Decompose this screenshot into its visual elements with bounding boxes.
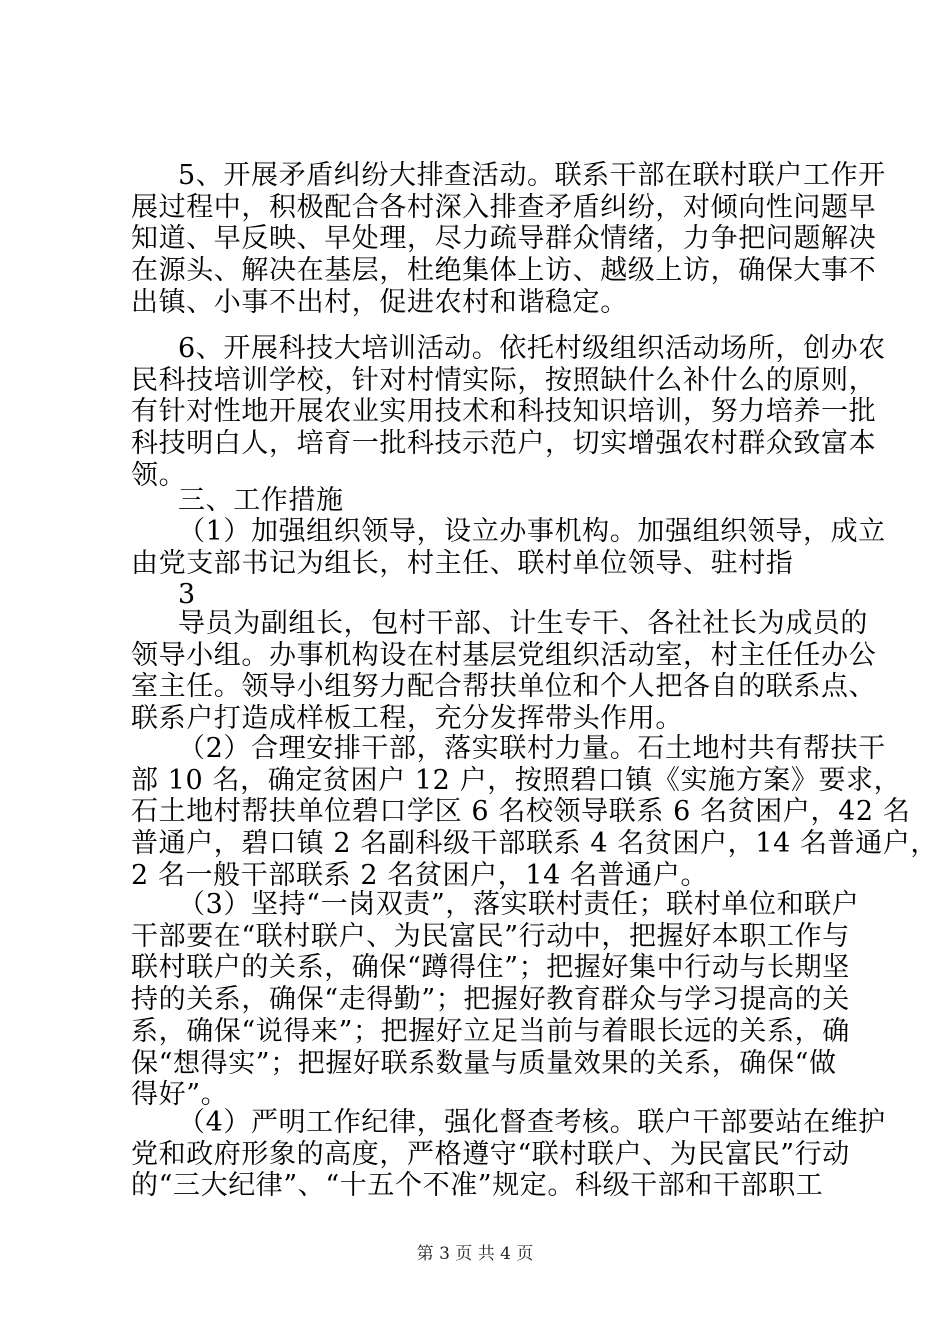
- paragraph-line: 展过程中，积极配合各村深入排查矛盾纠纷，对倾向性问题早: [131, 191, 877, 223]
- paragraph-line: 得好”。: [131, 1079, 229, 1111]
- paragraph-line: 6、开展科技大培训活动。依托村级组织活动场所，创办农: [178, 333, 886, 364]
- paragraph-line: 由党支部书记为组长，村主任、联村单位领导、驻村指: [131, 547, 794, 579]
- paragraph-line: （2）合理安排干部，落实联村力量。石土地村共有帮扶干: [178, 733, 886, 764]
- paragraph-line: 持的关系，确保“走得勤”；把握好教育群众与学习提高的关: [131, 984, 850, 1016]
- paragraph-line: 民科技培训学校，针对村情实际，按照缺什么补什么的原则，: [131, 364, 877, 396]
- paragraph-line: 出镇、小事不出村，促进农村和谐稳定。: [131, 286, 628, 318]
- paragraph-line: （3）坚持“一岗双责”，落实联村责任；联村单位和联户: [178, 889, 860, 920]
- paragraph-line: 部 10 名，确定贫困户 12 户，按照碧口镇《实施方案》要求，: [131, 764, 902, 796]
- paragraph-line: 系，确保“说得来”；把握好立足当前与着眼长远的关系，确: [131, 1015, 850, 1047]
- paragraph-line: 联系户打造成样板工程，充分发挥带头作用。: [131, 703, 683, 735]
- paragraph-line: 室主任。领导小组努力配合帮扶单位和个人把各自的联系点、: [131, 671, 877, 703]
- paragraph-line: 知道、早反映、早处理，尽力疏导群众情绪，力争把问题解决: [131, 223, 877, 255]
- paragraph-line: 5、开展矛盾纠纷大排查活动。联系干部在联村联户工作开: [178, 160, 886, 191]
- paragraph-line: 普通户，碧口镇 2 名副科级干部联系 4 名贫困户，14 名普通户，: [131, 828, 939, 860]
- page-footer: 第 3 页 共 4 页: [416, 1244, 534, 1264]
- section-heading: 三、工作措施: [178, 485, 344, 516]
- paragraph-line: （4）严明工作纪律，强化督查考核。联户干部要站在维护: [178, 1107, 886, 1138]
- paragraph-line: 党和政府形象的高度，严格遵守“联村联户、为民富民”行动: [131, 1138, 850, 1170]
- paragraph-line: 领导小组。办事机构设在村基层党组织活动室，村主任任办公: [131, 639, 877, 671]
- paragraph-line: 石土地村帮扶单位碧口学区 6 名校领导联系 6 名贫困户，42 名: [131, 796, 911, 828]
- paragraph-line: 保“想得实”；把握好联系数量与质量效果的关系，确保“做: [131, 1047, 837, 1079]
- paragraph-line: 联村联户的关系，确保“蹲得住”；把握好集中行动与长期坚: [131, 952, 850, 984]
- paragraph-line: （1）加强组织领导，设立办事机构。加强组织领导，成立: [178, 516, 886, 547]
- paragraph-line: 的“三大纪律”、“十五个不准”规定。科级干部和干部职工: [131, 1170, 824, 1202]
- page-marker: 3: [178, 579, 196, 610]
- paragraph-line: 在源头、解决在基层，杜绝集体上访、越级上访，确保大事不: [131, 255, 877, 287]
- paragraph-line: 领。: [131, 459, 187, 491]
- paragraph-line: 干部要在“联村联户、为民富民”行动中，把握好本职工作与: [131, 920, 850, 952]
- paragraph-line: 2 名一般干部联系 2 名贫困户，14 名普通户。: [131, 859, 709, 891]
- paragraph-line: 导员为副组长，包村干部、计生专干、各社社长为成员的: [178, 608, 868, 639]
- paragraph-line: 有针对性地开展农业实用技术和科技知识培训，努力培养一批: [131, 396, 877, 428]
- paragraph-line: 科技明白人，培育一批科技示范户，切实增强农村群众致富本: [131, 428, 877, 460]
